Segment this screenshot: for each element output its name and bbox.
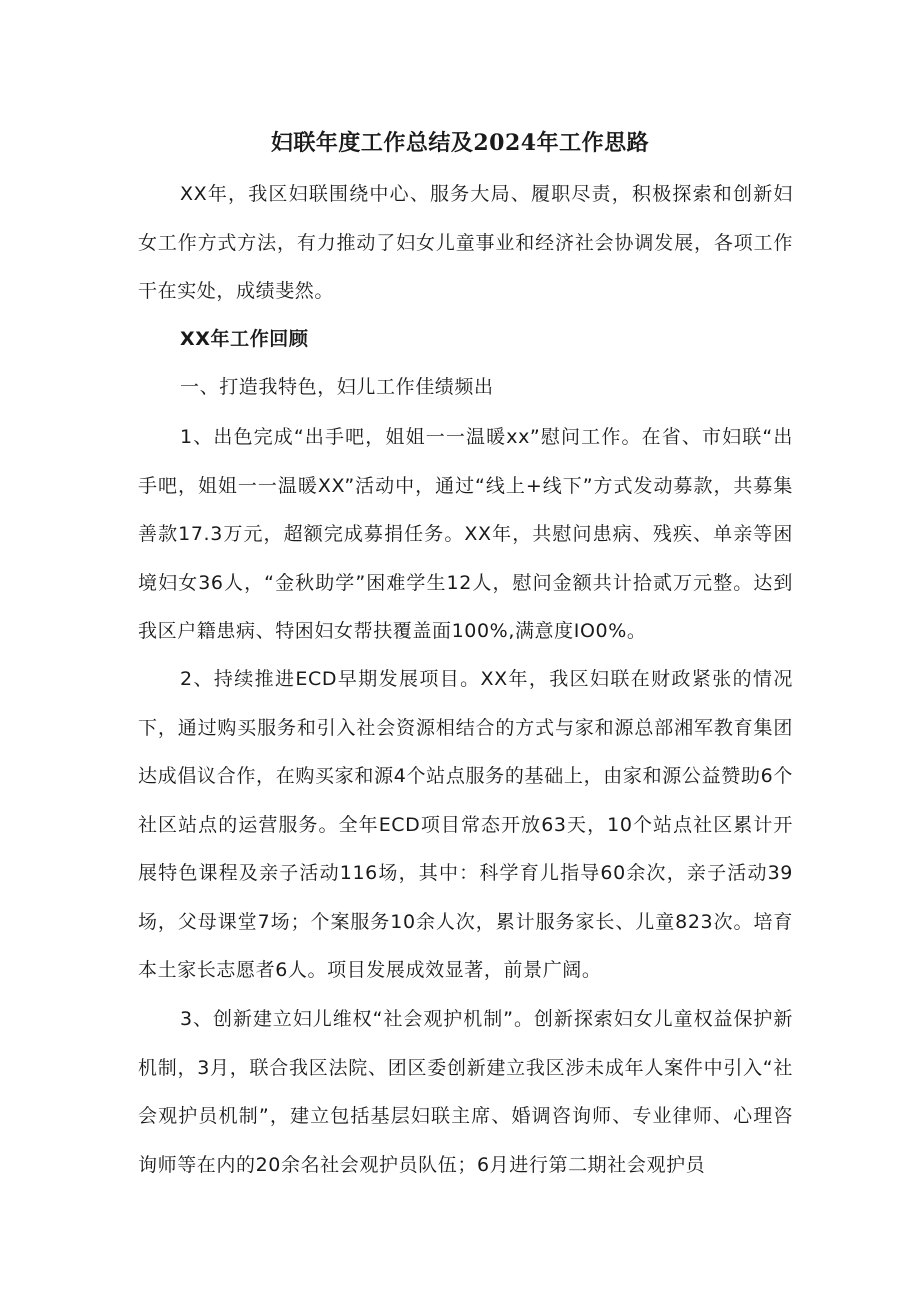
intro-paragraph: XX年，我区妇联围绕中心、服务大局、履职尽责，积极探索和创新妇女工作方式方法，有力推动了妇女儿童事业和经济社会协调发展，各项工作干在实处，成绩斐然。 <box>138 183 793 302</box>
section-heading: XX年工作回顾 <box>180 328 309 350</box>
item-2-paragraph: 2、持续推进ECD早期发展项目。XX年，我区妇联在财政紧张的情况下，通过购买服务和引入社会资源相结合的方式与家和源总部湘军教育集团达成倡议合作，在购买家和源4个站点服务的基础上，由家和源公益赞助6个社区站点的运营服务。全年ECD项目常态开放63天，10个站点社区累计开展特色课程及亲子活动116场，其中：科学育儿指导60余次，亲子活动39场，父母课堂7场；个案服务10余人次，累计服务家长、儿童823次。培育本土家长志愿者6人。项目发展成效显著，前景广阔。 <box>138 668 793 981</box>
subsection-heading: 一、打造我特色，妇儿工作佳绩频出 <box>180 376 494 398</box>
item-3-paragraph: 3、创新建立妇儿维权“社会观护机制”。创新探索妇女儿童权益保护新机制，3月，联合我区法院、团区委创新建立我区涉未成年人案件中引入“社会观护员机制”，建立包括基层妇联主席、婚调咨询师、专业律师、心理咨询师等在内的20余名社会观护员队伍；6月进行第二期社会观护员 <box>138 1008 793 1176</box>
document-title: 妇联年度工作总结及2024年工作思路 <box>270 130 650 156</box>
item-1-paragraph: 1、出色完成“出手吧，姐姐一一温暖xx”慰问工作。在省、市妇联“出手吧，姐姐一一温暖XX”活动中，通过“线上+线下”方式发动募款，共募集善款17.3万元，超额完成募捐任务。XX年，共慰问患病、残疾、单亲等困境妇女36人，“金秋助学”困难学生12人，慰问金额共计拾贰万元整。达到我区户籍患病、特困妇女帮扶覆盖面100%,满意度IO0%。 <box>138 426 793 642</box>
